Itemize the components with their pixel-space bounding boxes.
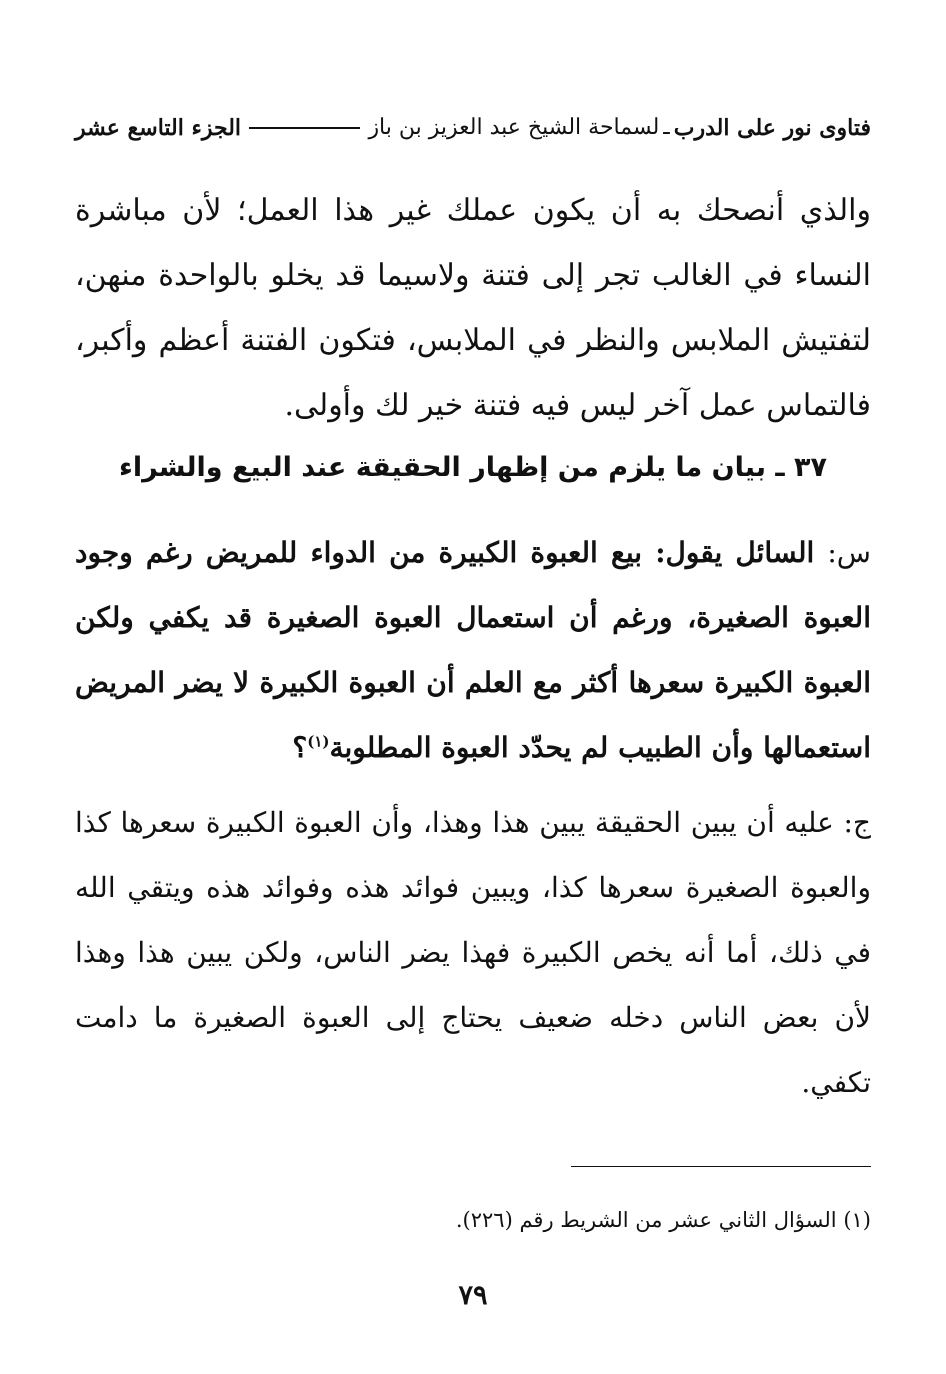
header-rule — [249, 127, 360, 129]
header-book-title: فتاوى نور على الدرب — [673, 115, 871, 141]
footnote-text: السؤال الثاني عشر من الشريط رقم (٢٢٦). — [455, 1208, 837, 1232]
footnote-reference[interactable]: (١) — [307, 732, 330, 751]
page-number: ٧٩ — [458, 1280, 488, 1311]
question-prefix: س: — [827, 536, 871, 569]
question-text: السائل يقول: بيع العبوة الكبيرة من الدواء للمريض رغم وجود العبوة الصغيرة، ورغم أن استعمال العبوة الصغيرة قد يكفي ولكن العبوة الكبيرة سعرها أكثر مع العلم أن العبوة الكبيرة لا يضر المريض استعمالها وأن الطبيب لم يحدّد العبوة المطلوبة — [75, 536, 871, 764]
header-separator-dash: ـ — [663, 115, 670, 140]
answer-text: عليه أن يبين الحقيقة يبين هذا وهذا، وأن العبوة الكبيرة سعرها كذا والعبوة الصغيرة سعرها كذا، ويبين فوائد هذه وفوائد هذه ويتقي الله في ذلك، أما أنه يخص الكبيرة فهذا يضر الناس، ولكن يبين هذا وهذا لأن بعض الناس دخله ضعيف يحتاج إلى العبوة الصغيرة ما دامت تكفي. — [75, 806, 871, 1099]
question-paragraph — [75, 520, 871, 780]
intro-paragraph: والذي أنصحك به أن يكون عملك غير هذا العمل؛ لأن مباشرة النساء في الغالب تجر إلى فتنة ولاسيما قد يخلو بالواحدة منهن، لتفتيش الملابس والنظر في الملابس، فتكون الفتنة أعظم وأكبر، فالتماس عمل آخر ليس فيه فتنة خير لك وأولى. — [75, 193, 871, 423]
question-end-mark: ؟ — [292, 731, 308, 764]
running-header — [75, 108, 871, 148]
footnote-divider — [571, 1166, 871, 1167]
footnote — [75, 1202, 871, 1238]
header-author: لسماحة الشيخ عبد العزيز بن باز — [368, 115, 660, 140]
answer-paragraph — [75, 790, 871, 1115]
answer-prefix: ج: — [843, 806, 871, 839]
section-title: ٣٧ ـ بيان ما يلزم من إظهار الحقيقة عند البيع والشراء — [119, 452, 827, 483]
footnote-marker: (١) — [843, 1208, 871, 1232]
header-part-number: الجزء التاسع عشر — [75, 115, 242, 141]
